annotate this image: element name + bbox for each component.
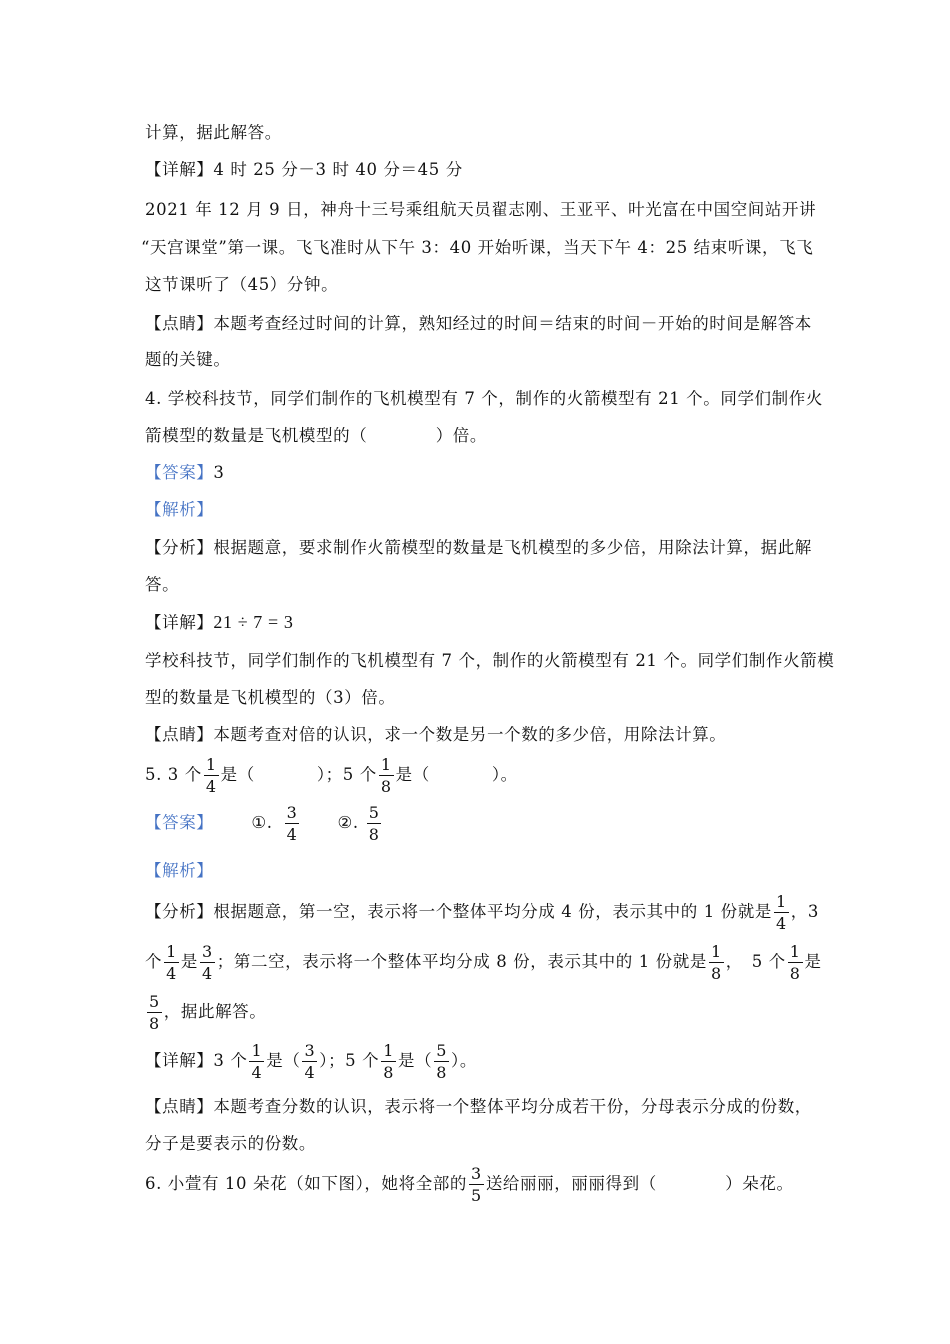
fraction: $\frac{3}{5}$ [471,1163,482,1205]
analysis-line: 个 $\frac{1}{4}$ 是 $\frac{3}{4}$ ；第二空，表示将一个整体平均分成 8 份，表示其中的 1 份就是 $\frac{1}{8}$ ， 5 个 $\frac{1}{8}$ 是 [145,941,822,983]
fraction: $\frac{5}{8}$ [149,991,160,1033]
text-line: 学校科技节，同学们制作的飞机模型有 7 个，制作的火箭模型有 21 个。同学们制作火箭模 [145,651,835,670]
detail-line: 【详解】4 时 25 分－3 时 40 分＝45 分 [145,160,463,179]
text-line: “天宫课堂”第一课。飞飞准时从下午 3：40 开始听课，当天下午 4：25 结束听课，飞飞 [141,238,814,257]
question-4-line: 4. 学校科技节，同学们制作的飞机模型有 7 个，制作的火箭模型有 21 个。同学们制作火 [145,389,823,408]
fraction: $\frac{1}{8}$ [380,754,392,796]
text-line: 这节课听了（45）分钟。 [145,275,339,294]
comment-line: 【点睛】本题考查分数的认识，表示将一个整体平均分成若干份，分母表示分成的份数， [145,1097,812,1116]
fraction: $\frac{3}{4}$ [286,802,298,844]
analysis-line: 答。 [145,575,180,594]
answer-tag: 【答案】 [145,813,214,832]
fraction: $\frac{5}{8}$ [436,1040,447,1082]
answer-line: 【答案】 ①. $\frac{3}{4}$ ②. $\frac{5}{8}$ [145,802,380,844]
comment-line: 【点睛】本题考查经过时间的计算，熟知经过的时间＝结束的时间－开始的时间是解答本 [145,314,812,333]
analysis-tag: 【解析】 [145,500,214,519]
fraction: $\frac{3}{4}$ [202,941,213,983]
fraction: $\frac{5}{8}$ [368,802,380,844]
comment-line: 分子是要表示的份数。 [145,1134,316,1153]
fraction: $\frac{1}{8}$ [383,1040,394,1082]
text-line: 题的关键。 [145,350,231,369]
text-line: 2021 年 12 月 9 日，神舟十三号乘组航天员翟志刚、王亚平、叶光富在中国空间站开讲 [145,200,817,219]
comment-line: 【点睛】本题考查对倍的认识，求一个数是另一个数的多少倍，用除法计算。 [145,725,727,744]
question-6-line: 6. 小萱有 10 朵花（如下图），她将全部的 $\frac{3}{5}$ 送给丽丽，丽丽得到（ ）朵花。 [145,1163,794,1205]
fraction: $\frac{1}{4}$ [166,941,177,983]
answer-line [145,462,225,484]
fraction: $\frac{1}{4}$ [251,1040,263,1082]
fraction: $\frac{3}{4}$ [304,1040,316,1082]
answer-tag: 【答案】 [145,463,214,482]
analysis-line: 【分析】根据题意，要求制作火箭模型的数量是飞机模型的多少倍，用除法计算，据此解 [145,538,812,557]
detail-line [145,611,293,634]
text-line: 型的数量是飞机模型的（3）倍。 [145,688,396,707]
detail-tag: 【详解】 [145,613,214,632]
fraction: $\frac{1}{8}$ [789,941,801,983]
detail-line: 【详解】3 个 $\frac{1}{4}$ 是（ $\frac{3}{4}$ ）；5 个 $\frac{1}{8}$ 是（ $\frac{5}{8}$ ）。 [145,1040,477,1082]
fraction: $\frac{1}{8}$ [710,941,722,983]
analysis-line: 【分析】根据题意，第一空，表示将一个整体平均分成 4 份，表示其中的 1 份就是 $\frac{1}{4}$ ，3 [145,891,819,933]
text-line: 计算，据此解答。 [145,123,282,142]
math-expression: 21 ÷ 7 = 3 [213,612,294,632]
fraction: $\frac{1}{4}$ [775,891,787,933]
analysis-tag: 【解析】 [145,861,214,880]
answer-value: 3 [213,463,225,482]
analysis-line: $\frac{5}{8}$ ，据此解答。 [149,991,267,1033]
question-5-line: 5. 3 个 $\frac{1}{4}$ 是（ ）；5 个 $\frac{1}{8}$ 是（ ）。 [145,754,518,796]
question-4-line: 箭模型的数量是飞机模型的（ ）倍。 [145,426,487,445]
fraction: $\frac{1}{4}$ [205,754,217,796]
